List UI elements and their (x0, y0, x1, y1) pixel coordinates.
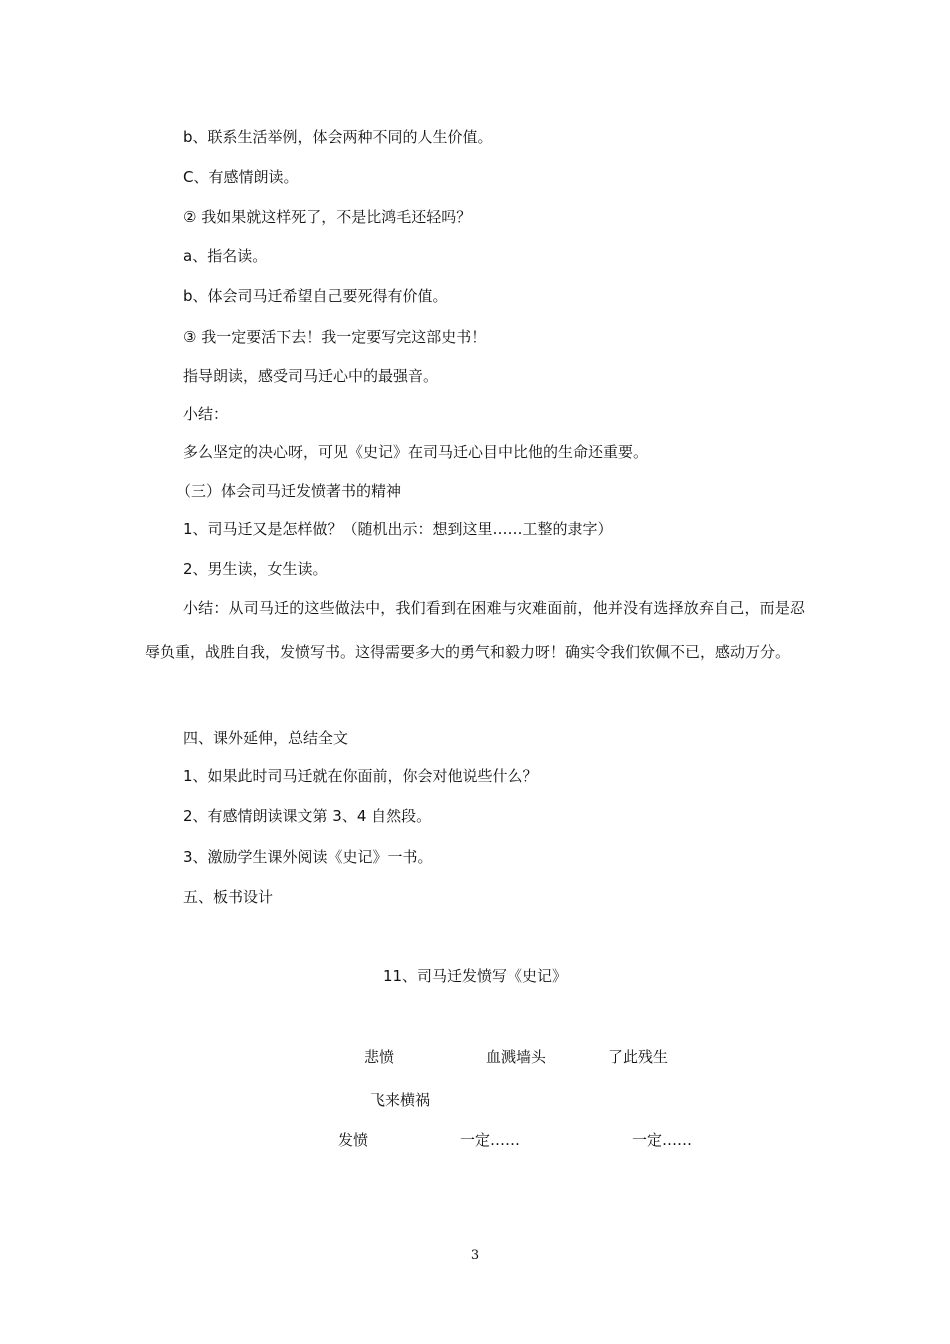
section-heading: 四、课外延伸，总结全文 (183, 729, 349, 747)
text-line: 2、男生读，女生读。 (183, 560, 328, 578)
summary-paragraph: 小结：从司马迁的这些做法中，我们看到在困难与灾难面前，他并没有选择放弃自己，而是忍辱负重，战胜自我，发愤写书。这得需要多大的勇气和毅力呀！确实令我们钦佩不已，感动万分。 (145, 599, 805, 661)
text-line: C、有感情朗读。 (183, 168, 299, 186)
text-line: 指导朗读，感受司马迁心中的最强音。 (183, 367, 439, 385)
board-cell: 血溅墙头 (486, 1048, 547, 1066)
text-line: b、联系生活举例，体会两种不同的人生价值。 (183, 128, 493, 146)
list-item: 2、有感情朗读课文第 3、4 自然段。 (183, 807, 432, 825)
text-line: 1、司马迁又是怎样做？（随机出示：想到这里……工整的隶字） (183, 520, 613, 538)
text-line: ② 我如果就这样死了，不是比鸿毛还轻吗？ (183, 208, 472, 226)
board-cell: 一定…… (460, 1131, 521, 1149)
board-cell: 一定…… (632, 1131, 693, 1149)
text-line: 多么坚定的决心呀，可见《史记》在司马迁心目中比他的生命还重要。 (183, 443, 649, 461)
board-cell: 飞来横祸 (370, 1091, 431, 1109)
list-item: 3、激励学生课外阅读《史记》一书。 (183, 848, 433, 866)
board-cell: 发愤 (338, 1131, 369, 1149)
board-title: 11、司马迁发愤写《史记》 (382, 967, 568, 985)
page-number: 3 (470, 1248, 480, 1263)
section-heading: （三）体会司马迁发愤著书的精神 (176, 482, 402, 500)
section-heading: 五、板书设计 (183, 888, 274, 906)
board-cell: 悲愤 (364, 1048, 395, 1066)
text-line: b、体会司马迁希望自己要死得有价值。 (183, 287, 448, 305)
text-line: ③ 我一定要活下去！我一定要写完这部史书！ (183, 328, 487, 346)
board-cell: 了此残生 (608, 1048, 669, 1066)
text-line: 小结： (183, 405, 229, 423)
text-line: a、指名读。 (183, 247, 268, 265)
list-item: 1、如果此时司马迁就在你面前，你会对他说些什么？ (183, 767, 538, 785)
